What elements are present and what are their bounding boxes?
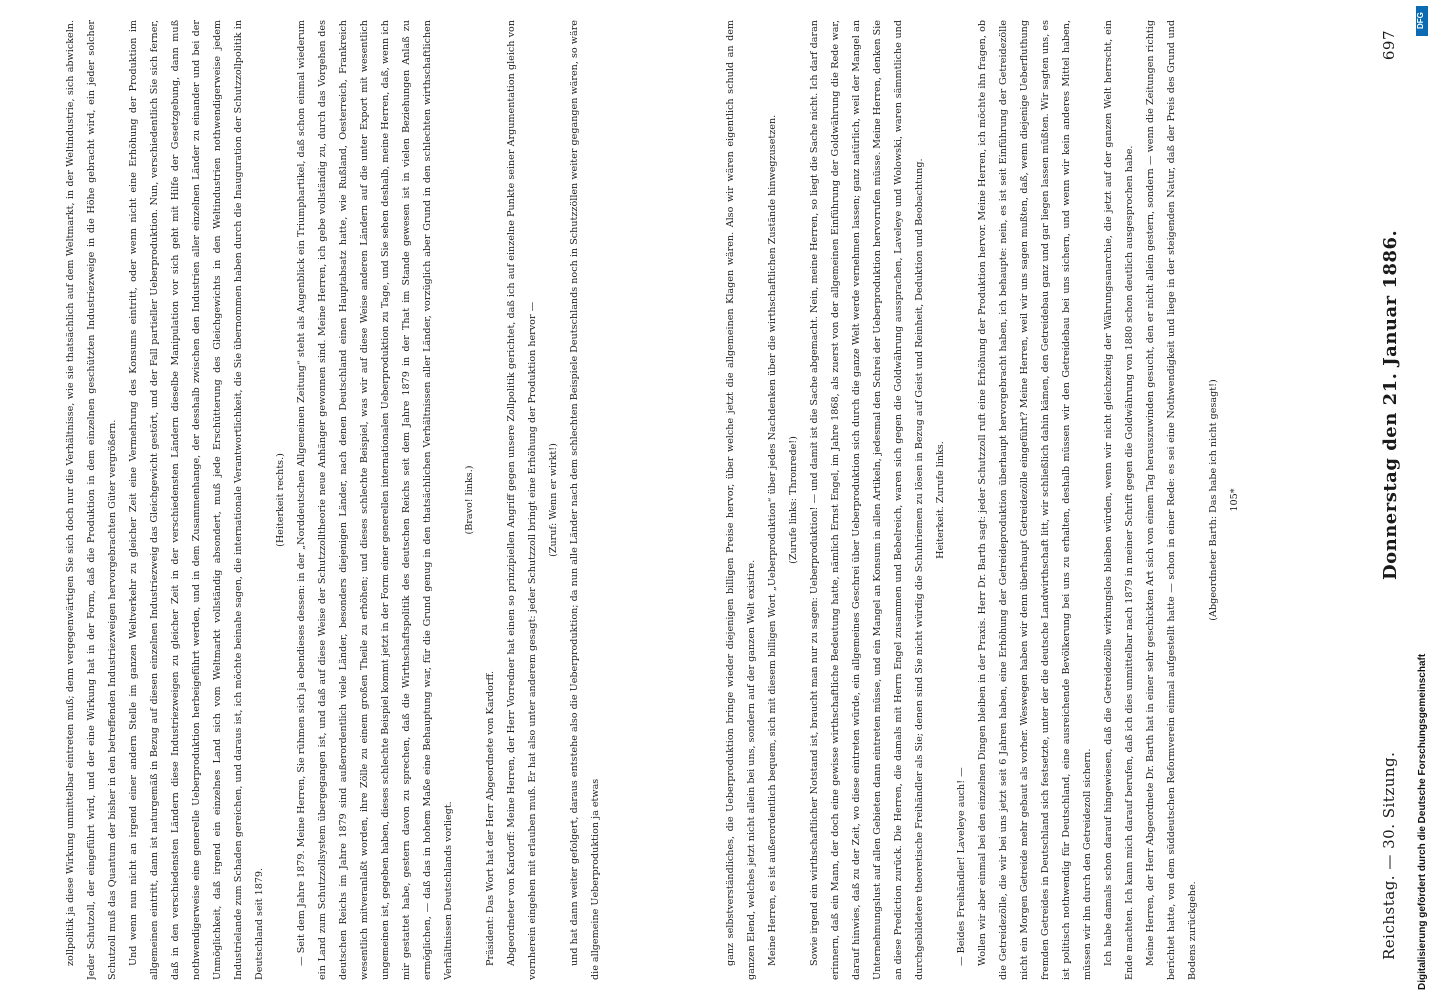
paragraph: Meine Herren, der Herr Abgeordnete Dr. Barth hat in einer sehr geschickten Art sich von einem Tag herauszuwinden gesucht, den er nicht allein gestern, sondern — wenn die Zeitungen richtig berichtet hatte, von dem süddeutschen Reformverein einmal aufgestellt hatte — schon in einer Rede: es sei eine Nothwendigkeit und liege in der steigenden Natur, daß der Preis des Grund und Bodens zurückgehe. <box>1145 20 1198 980</box>
dfg-logo: DFG <box>1416 6 1428 36</box>
paragraph: und hat dann weiter gefolgert, daraus entstehe also die Ueberproduktion; da nun alle Länder nach dem schlechten Beispiele Deutschlands noch in Schutzzöllen weiter gegangen wären, so wäre die allgemeine Ueberproduktion ja etwas <box>569 20 601 980</box>
centered-note: (Zurufe links: Thronrede!) <box>788 436 799 564</box>
paragraph: ganz selbstverständliches, die Ueberproduktion bringe wieder diejenigen billigen Preise hervor, über welche jetzt die allgemeinen Klagen wären. Also wir wären eigentlich schuld an dem ganzen Elend, welches jetzt nicht allein bei uns, sondern auf der ganzen Welt existire. <box>725 20 757 980</box>
header-left: Reichstag. — 30. Sitzung. <box>1380 751 1398 960</box>
page-number: 697 <box>1380 30 1398 61</box>
paragraph: Ich habe damals schon darauf hingewiesen, daß die Getreidezölle wirkungslos bleiben würden, wenn wir nicht gleichzeitig der Währungsanarchie, die jetzt auf der ganzen Welt herrscht, ein Ende machten. Ich kann mich darauf berufen, daß ich dies unmittelbar nach 1879 in meiner Schrift gegen die Goldwährung von 1880 schon deutlich ausgesprochen habe. <box>1103 20 1135 980</box>
paragraph: Präsident: Das Wort hat der Herr Abgeordnete von Kardorff. <box>485 670 496 966</box>
centered-note: 105* <box>1229 488 1240 512</box>
paragraph: Meine Herren, es ist außerordentlich bequem, sich mit diesem billigen Wort „Ueberproduktion“ über jedes Nachdenken über die wirthschaftlichen Zustände hinwegzusetzen. <box>767 114 778 966</box>
text-column-2 <box>720 20 1370 980</box>
centered-note: (Zuruf: Wenn er wirkt!) <box>548 443 559 557</box>
centered-note: (Abgeordneter Barth: Das habe ich nicht gesagt!) <box>1208 379 1219 621</box>
page-header <box>1380 30 1406 960</box>
paragraph: Und wenn nun nicht an irgend einer andern Stelle im ganzen Weltverkehr zu gleicher Zeit eine Vermehrung des Konsums eintritt, oder wenn nicht eine Erhöhung der Produktion im allgemeinen eintritt, dann ist naturgemäß in Bezug auf diesen einzelnen Industriezweig das Gleichgewicht gestört, und der Fall partieller Ueberproduktion. Nun, verschiedentlich Sie sich ferner, daß in den verschiedensten Ländern diese Industriezweigen zu gleicher Zeit in der verschiedensten Ländern dieselbe Manipulation vor sich geht mit Hilfe der Gesetzgebung, dann muß nothwendigerweise eine generelle Ueberproduktion herbeigeführt werden, und in dem Zusammenhange, der desshalb zwischen den Industrien aller einzelnen Länder zu einander und bei der Unmöglichkeit, daß irgend ein einzelnes Land sich vom Weltmarkt vollständig absondert, muß jede Erschütterung des Gleichgewichts in den Weltindustrien nothwendigerweise jedem Industrielande zum Schaden gereichen, und daraus ist, ich möchte beinahe sagen, die internationale Verantwortlichkeit, die Sie übernommen haben durch die Inauguration der Schutzzollpolitik in Deutschland seit 1879. <box>128 20 265 980</box>
centered-note: Heiterkeit. Zurufe links. <box>935 441 946 559</box>
paragraph: — Beides Freihändler! Laveleye auch! — <box>956 767 967 966</box>
rotated-page-content <box>20 0 1410 1000</box>
header-date: Donnerstag den 21. Januar 1886. <box>1380 229 1401 580</box>
centered-note: (Bravo! links.) <box>464 465 475 535</box>
paragraph: Wollen wir aber einmal bei den einzelnen Dingen bleiben in der Praxis. Herr Dr. Barth sagt: jeder Schutzzoll ruft eine Erhöhung der Produktion hervor. Meine Herren, ich möchte ihn fragen, ob die Getreidezölle, die wir bei uns jetzt seit 6 Jahren haben, eine Erhöhung der Getreideproduktion überhaupt hervorgebracht haben, ich behaupte: nein, es ist seit Einführung der Getreidezölle nicht ein Morgen Getreide mehr gebaut als vorher. Weswegen haben wir denn überhaupt Getreidezölle eingeführt? Meine Herren, weil wir uns sagen mußten, daß, wenn diejenige Ueberfluthung fremden Getreides in Deutschland sich festsetzte, unter der die deutsche Landwirthschaft litt, wir schließlich dahin kämen, den Getreidebau ganz und gar liegen lassen müßten. Wir sagten uns, es ist politisch nothwendig für Deutschland, eine ausreichende Bevölkerung bei uns zu erhalten, deshalb müssen wir den Getreidebau bei uns sichern, und wenn wir kein anderes Mittel haben, müssen wir ihn durch den Getreidezoll sichern. <box>977 20 1093 980</box>
centered-note: (Heiterkeit rechts.) <box>275 453 286 547</box>
paragraph: — Seit dem Jahre 1879. Meine Herren, Sie rühmen sich ja ebendieses dessen: in der „Norddeutschen Allgemeinen Zeitung“ steht als Augenblick ein Triumphartikel, daß schon einmal wiederum ein Land zum Schutzzollsystem übergegangen ist, und daß auf diese Weise der Schutzzolltheorie neue Anhänger gewonnen sind. Meine Herren, ich gebe vollständig zu, durch das Vorgehen des deutschen Reichs im Jahre 1879 sind außerordentlich viele Länder, besonders diejenigen Länder, nach denen Deutschland einen Hauptabsatz hatte, wie Rußland, Oesterreich, Frankreich wesentlich mitveranlaßt worden, ihre Zölle zu einem großen Theile zu erhöhen; und dieses schlechte Beispiel, was wir auf diese Weise anderen Ländern auf die unter Export mit wesentlich ungemeinen ist, gegeben haben, dieses schlechte Beispiel kommt jetzt in der Form einer generellen internationalen Ueberproduktion zu Tage, und Sie sehen deshalb, meine Herren, daß, wenn ich mir gestattet habe, gestern davon zu sprechen, daß die Wirthschaftspolitik des deutschen Reichs seit dem Jahre 1879 in der That im Stande gewesen ist in vielen Beziehungen Anlaß zu ermöglichen, — daß das in hohem Maße eine Behauptung war, für die Grund genug in den thatsächlichen Verhältnissen aller Länder, vorzüglich aber Grund in den schlechten wirthschaftlichen Verhältnissen Deutschlands vorliegt. <box>296 20 454 980</box>
paragraph: Abgeordneter von Kardorff: Meine Herren, der Herr Vorredner hat einen so prinzipiellen Angriff gegen unsere Zollpolitik gerichtet, daß ich auf einzelne Punkte seiner Argumentation gleich von vornherein eingehen mit erlauben muß. Er hat also unter anderem gesagt: jeder Schutzzoll bringt eine Erhöhung der Produktion hervor — <box>506 20 538 980</box>
text-column-1 <box>60 20 700 980</box>
paragraph: zollpolitik ja diese Wirkung unmittelbar eintreten muß; denn vergegenwärtigen Sie sich doch nur die Verhältnisse, wie sie thatsächlich auf dem Weltmarkt, in der Weltindustrie, sich abwickeln. Jeder Schutzoll, der eingeführt wird, und der eine Wirkung hat in der Form, daß die Produktion in dem einzelnen geschützten Industriezweige in die Höhe gebracht wird, ein jeder solcher Schutzoll muß das Quantum der bisher in den betreffenden Industriezweigen hervorgebrachten Güter vergrößern. <box>65 20 118 980</box>
paragraph: Sowie irgend ein wirthschaftlicher Notstand ist, braucht man nur zu sagen: Ueberproduktion! — und damit ist die Sache abgemacht. Nein, meine Herren, so liegt die Sache nicht. Ich darf daran erinnern, daß ein Mann, der doch eine gewisse wirthschaftliche Bedeutung hatte, nämlich Ernst Engel, im Jahre 1868, als zuerst von der allgemeinen Einführung der Goldwährung die Rede war, darauf hinwies, daß zu der Zeit, wo diese eintreten würde, ein allgemeines Geschrei über Ueberproduktion sich durch die ganze Welt werde vernehmen lassen; ganz natürlich, weil der Mangel an Unternehmungslust auf allen Gebieten dann eintreten müsse, und ein Mangel an Konsum in allen Artikeln, jedesmal den Schrei der Ueberproduktion hervorrufen müsse. Meine Herren, denken Sie an diese Prediction zurück. Die Herren, die damals mit Herrn Engel zusammen und Bebelreich, waren sich gegen die Goldwährung aussprachen, Laveleye und Wolowski, waren sämmtliche und durchgebildetere theoretische Freihändler als Sie; denen sind Sie nicht würdig die Schuhriemen zu lösen in Bezug auf Geist und Reinheit, Deduktion und Beobachtung. <box>809 20 925 980</box>
dfg-credit: Digitalisierung gefördert durch die Deutsche Forschungsgemeinschaft <box>1417 653 1428 990</box>
